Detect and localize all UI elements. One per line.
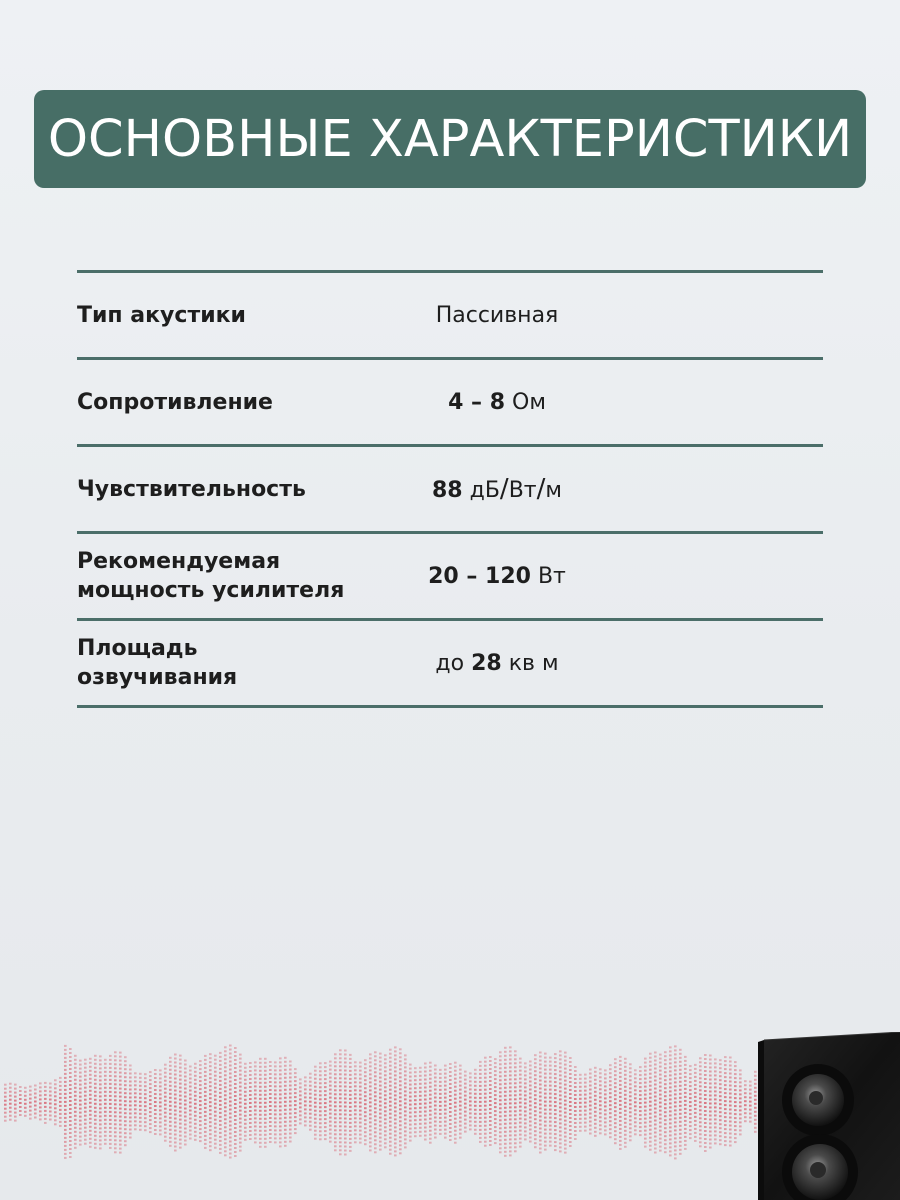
- spec-value-unit: до: [435, 650, 472, 676]
- title-banner: [34, 90, 866, 188]
- spec-label-line: Площадь: [77, 636, 198, 661]
- spec-label-line: мощность усилителя: [77, 578, 345, 603]
- spec-value-number: 20 – 120: [428, 563, 531, 589]
- spec-value-unit: Пассивная: [435, 302, 559, 328]
- spec-row: [77, 273, 823, 360]
- spec-value-unit: кв м: [501, 650, 559, 676]
- spec-label-line: Сопротивление: [77, 389, 273, 415]
- spec-value-unit: дБ: [462, 478, 500, 503]
- spec-value: [332, 651, 662, 676]
- spec-value-number: 28: [471, 650, 502, 676]
- specs-table: [77, 270, 823, 708]
- spec-value-unit: /: [499, 474, 509, 504]
- spec-value-unit: Вт: [530, 563, 566, 589]
- spec-value: [332, 474, 662, 504]
- spec-value-unit: м: [545, 478, 562, 503]
- spec-row: [77, 621, 823, 708]
- spec-value: [332, 564, 662, 589]
- spec-row: [77, 447, 823, 534]
- spec-value-number: 4 – 8: [448, 389, 506, 415]
- spec-label-line: Рекомендуемая: [77, 549, 281, 574]
- spec-row: [77, 360, 823, 447]
- spec-label-line: Чувствительность: [77, 476, 306, 502]
- spec-value-unit: Ом: [505, 389, 546, 415]
- spec-value-unit: Вт: [508, 478, 537, 503]
- spec-value-unit: /: [536, 474, 546, 504]
- spec-label-line: Тип акустики: [77, 302, 246, 328]
- spec-value-number: 88: [432, 478, 463, 503]
- page-title: ОСНОВНЫЕ ХАРАКТЕРИСТИКИ: [47, 109, 853, 169]
- spec-row: [77, 534, 823, 621]
- speaker-icon: [758, 1032, 900, 1200]
- spec-value: [332, 303, 662, 328]
- sound-wave-icon: [0, 1030, 760, 1170]
- spec-label-line: озвучивания: [77, 665, 238, 690]
- spec-value: [332, 390, 662, 415]
